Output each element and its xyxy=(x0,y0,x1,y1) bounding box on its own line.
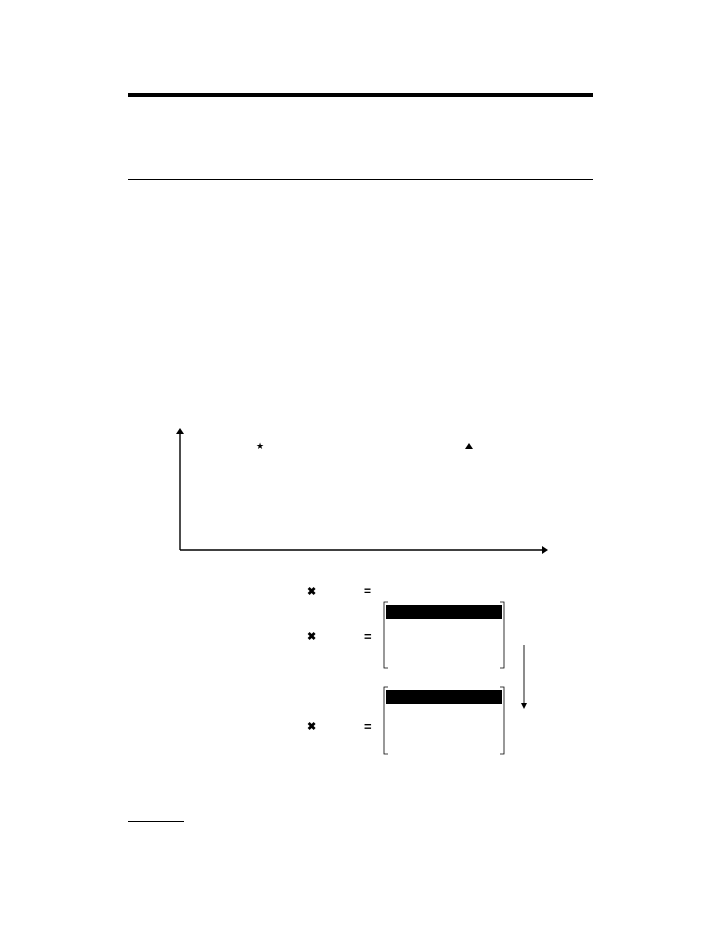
fp16-equals-icon: = xyxy=(364,629,372,644)
equals-header-icon: = xyxy=(364,584,372,598)
fp16-multiply-icon: ✖ xyxy=(307,631,317,643)
multiply-header-icon: ✖ xyxy=(307,586,317,598)
x-axis-arrowhead xyxy=(542,546,548,554)
y-axis-arrowhead xyxy=(176,428,184,434)
arxiv-identifier xyxy=(74,302,102,602)
bit-equals-icon: = xyxy=(364,719,372,734)
pareto-arrow-icon xyxy=(356,454,376,463)
bit-multiply-icon: ✖ xyxy=(307,721,317,733)
title-top-rule xyxy=(128,93,593,97)
bitnet-marker: ★ xyxy=(255,441,265,451)
bit-output-highlight xyxy=(386,690,502,704)
gpu-to-hardware-arrowhead xyxy=(521,703,527,709)
footnote-rule xyxy=(128,821,184,822)
figure-1-svg xyxy=(166,428,552,758)
figure-1 xyxy=(166,428,552,758)
transformer-marker xyxy=(465,443,473,449)
title-bottom-rule xyxy=(128,179,593,180)
fp16-output-highlight xyxy=(386,605,502,619)
